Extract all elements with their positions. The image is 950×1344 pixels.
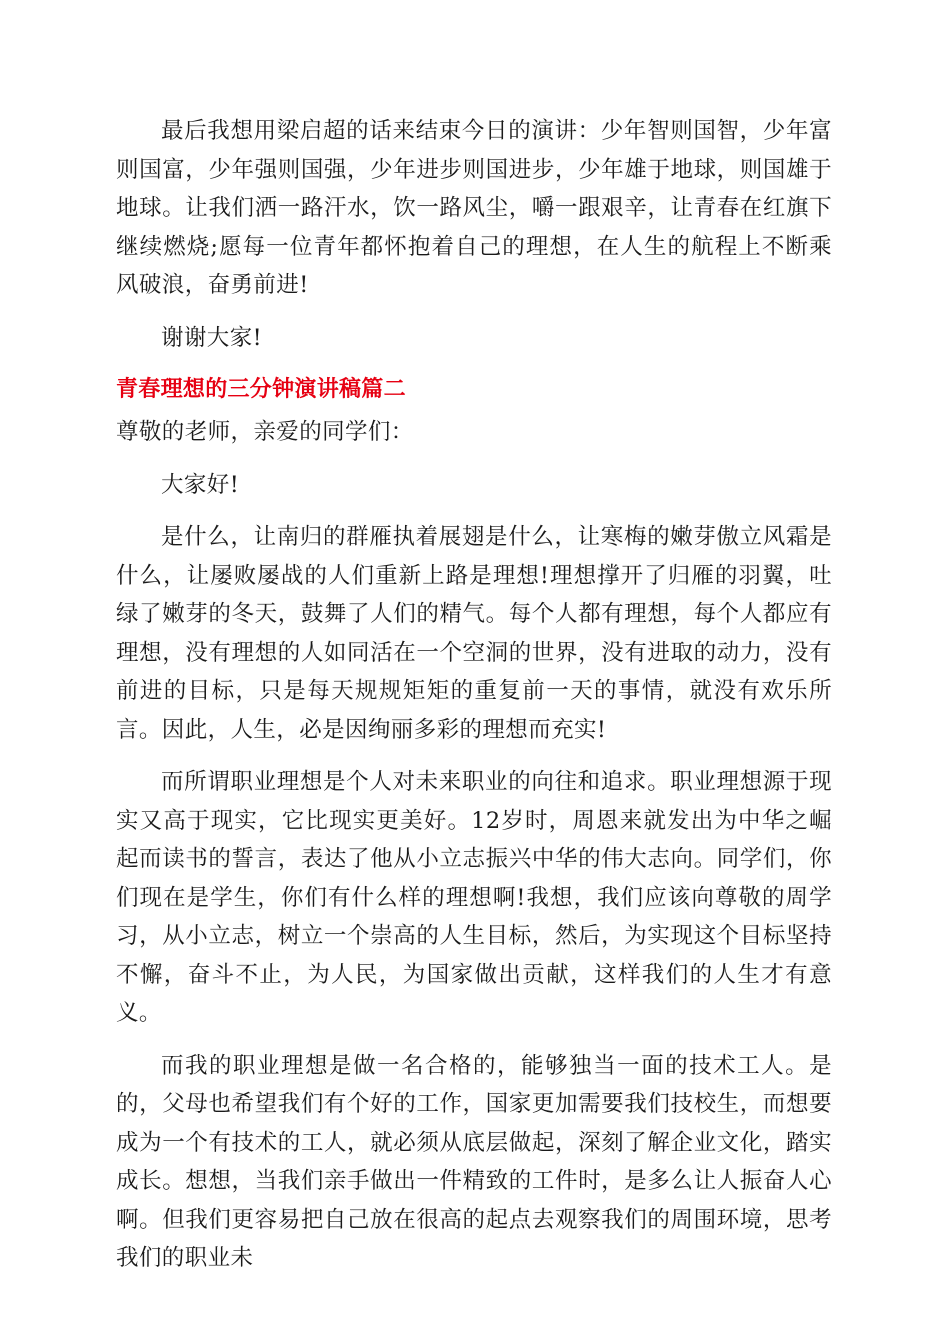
closing-paragraph: 最后我想用梁启超的话来结束今日的演讲：少年智则国智，少年富则国富，少年强则国强，少年进步则国进步，少年雄于地球，则国雄于地球。让我们洒一路汗水，饮一路风尘，嚼一跟艰辛，让青春在红旗下继续燃烧;愿每一位青年都怀抱着自己的理想，在人生的航程上不断乘风破浪，奋勇前进!	[116, 118, 832, 298]
section-heading: 青春理想的三分钟演讲稿篇二	[116, 377, 406, 402]
body-paragraph: 是什么，让南归的群雁执着展翅是什么，让寒梅的嫩芽傲立风霜是什么，让屡败屡战的人们重新上路是理想!理想撑开了归雁的羽翼，吐绿了嫩芽的冬天，鼓舞了人们的精气。每个人都有理想，每个人都应有理想，没有理想的人如同活在一个空洞的世界，没有进取的动力，没有前进的目标，只是每天规规矩矩的重复前一天的事情，就没有欢乐所言。因此，人生，必是因绚丽多彩的理想而充实!	[116, 524, 832, 743]
body-paragraph: 而我的职业理想是做一名合格的，能够独当一面的技术工人。是的，父母也希望我们有个好的工作，国家更加需要我们技校生，而想要成为一个有技术的工人，就必须从底层做起，深刻了解企业文化，踏实成长。想想，当我们亲手做出一件精致的工件时，是多么让人振奋人心啊。但我们更容易把自己放在很高的起点去观察我们的周围环境，思考我们的职业未	[116, 1052, 832, 1271]
thanks-paragraph: 谢谢大家!	[161, 324, 263, 351]
body-paragraph: 而所谓职业理想是个人对未来职业的向往和追求。职业理想源于现实又高于现实，它比现实更美好。12岁时，周恩来就发出为中华之崛起而读书的誓言，表达了他从小立志振兴中华的伟大志向。同学们，你们现在是学生，你们有什么样的理想啊!我想，我们应该向尊敬的周学习，从小立志，树立一个崇高的人生目标，然后，为实现这个目标坚持不懈，奋斗不止，为人民，为国家做出贡献，这样我们的人生才有意义。	[116, 769, 832, 1026]
greeting-paragraph: 大家好!	[161, 471, 240, 498]
salutation: 尊敬的老师，亲爱的同学们：	[116, 419, 414, 445]
document-page	[116, 112, 832, 1292]
